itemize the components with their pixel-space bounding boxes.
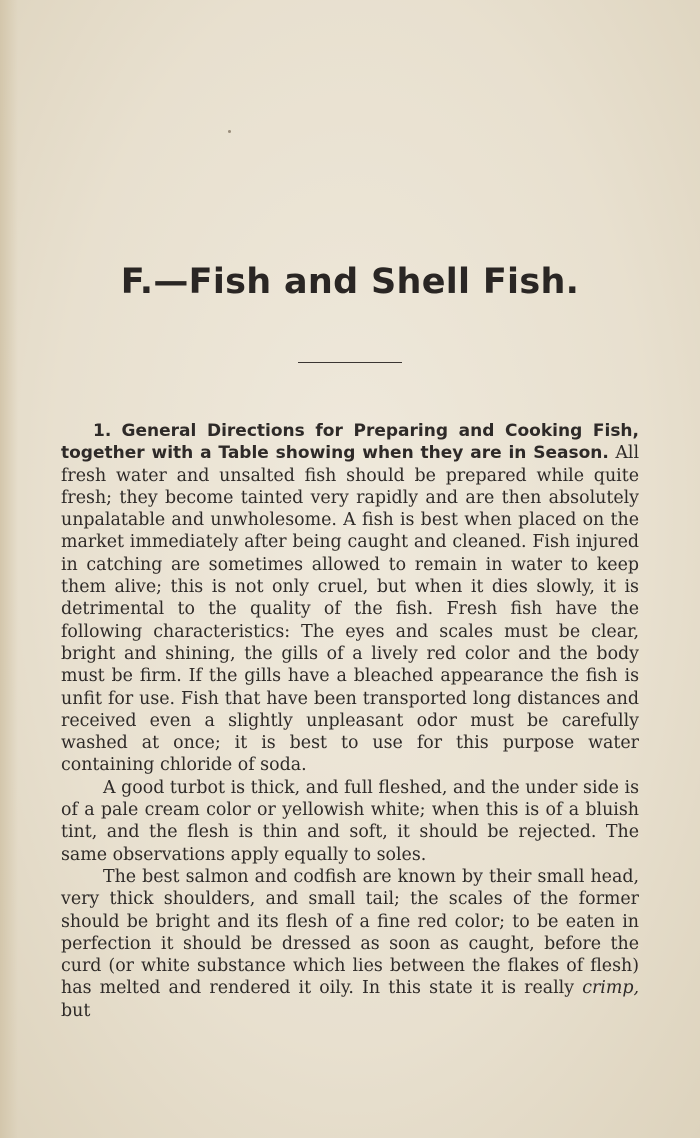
paragraph-text: A good turbot is thick, and full fleshed, and the under side is of a pale cream color or yellowish white; when this is of a bluish tint, and the flesh is thin and soft, it should be rejected. The same observations apply equally to soles. bbox=[61, 777, 639, 865]
section-paragraph-1 bbox=[61, 420, 639, 777]
section-paragraph-2 bbox=[61, 777, 639, 866]
emphasis-word: crimp, bbox=[582, 978, 639, 999]
page-gutter-shadow bbox=[0, 0, 18, 1138]
paragraph-text: All fresh water and unsalted fish should be prepared while quite fresh; they become tainted very rapidly and are then absolutely unpalatable and unwholesome. A fish is best when placed on the market immediately after being caught and cleaned. Fish injured in catching are sometimes allowed to remain in water to keep them alive; this is not only cruel, but when it dies slowly, it is detrimental to the quality of the fish. Fresh fish have the following characteristics: The eyes and scales must be clear, bright and shining, the gills of a lively red color and the body must be firm. If the gills have a bleached appearance the fish is unfit for use. Fish that have been transported long distances and received even a slightly unpleasant odor must be carefully washed at once; it is best to use for this purpose water containing chloride of soda. bbox=[61, 443, 640, 776]
section-body bbox=[61, 420, 639, 1022]
paper-speck bbox=[228, 130, 231, 133]
trailing-word: but bbox=[61, 1000, 91, 1021]
section-paragraph-3 bbox=[61, 866, 639, 1022]
section-number: 1. bbox=[93, 421, 112, 441]
title-divider bbox=[298, 362, 402, 363]
section-heading: General Directions for Preparing and Cooking Fish, together with a Table showing when they are in Season. bbox=[61, 421, 639, 464]
paragraph-text: The best salmon and codfish are known by their small head, very thick shoulders, and small tail; the scales of the former should be bright and its flesh of a fine red color; to be eaten in perfection it should be dressed as soon as caught, before the curd (or white substance which lies between the flakes of flesh) has melted and rendered it oily. In this state it is really bbox=[61, 866, 639, 999]
chapter-title: F.—Fish and Shell Fish. bbox=[120, 262, 580, 302]
